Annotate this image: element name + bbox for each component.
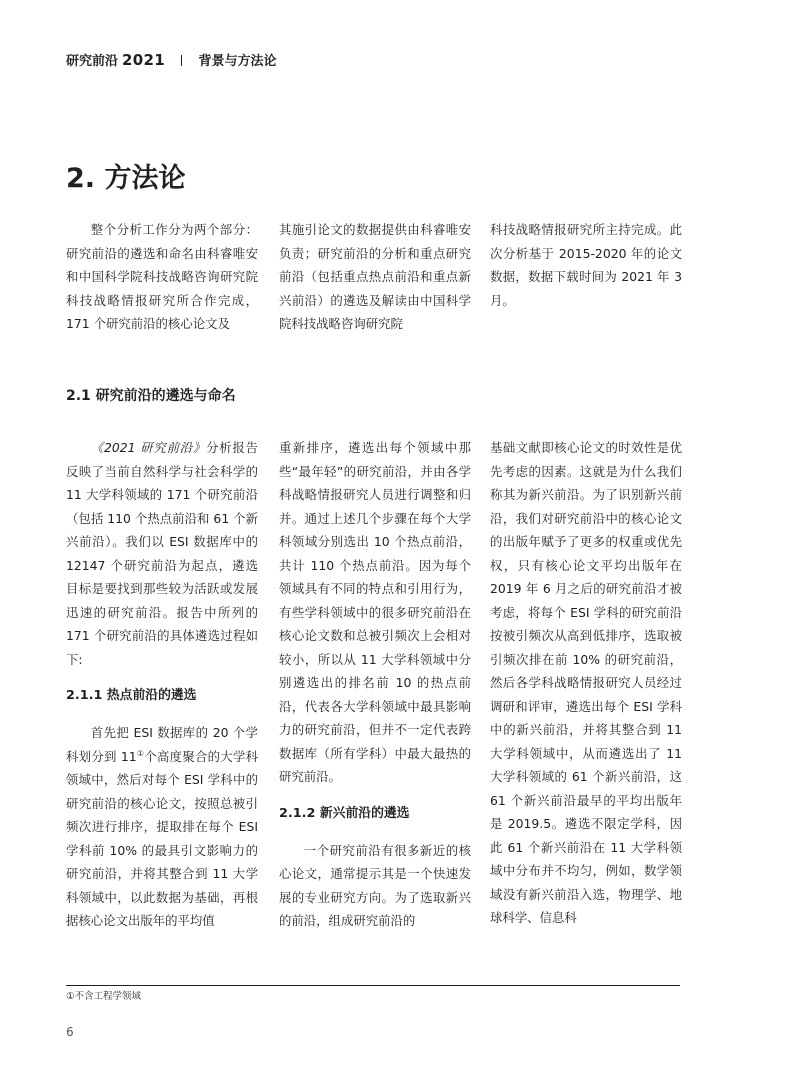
header-section: 背景与方法论 <box>198 54 277 69</box>
body-column-1 <box>66 436 258 933</box>
heading-hot-fronts: 2.1.1 热点前沿的遴选 <box>66 688 197 703</box>
intro-column-3 <box>490 218 682 312</box>
intro-column-1 <box>66 218 258 336</box>
section-title: 2. 方法论 <box>66 163 186 194</box>
header-year: 2021 <box>122 51 165 69</box>
body-paragraph-3: 重新排序，遴选出每个领域中那些“最年轻”的研究前沿，并由各学科战略情报研究人员进行调整和归并。通过上述几个步骤在每个大学科领域分别选出 10 个热点前沿，共计 110 个热点前沿。因为每个领域具有不同的特点和引用行为，有些学科领域中的很多研究前沿在核心论文数和总被引频次上会相对较小，所以从 11 大学科领域中分别遴选出的排名前 10 的热点前沿，代表各大学科领域中最具影响力的研究前沿，但并不一定代表跨数据库（所有学科）中最大最热的研究前沿。 <box>279 440 471 784</box>
subsection-title: 2.1 研究前沿的遴选与命名 <box>66 388 236 404</box>
running-header <box>66 50 276 68</box>
heading-emerging-fronts: 2.1.2 新兴前沿的遴选 <box>279 805 410 821</box>
body-column-3 <box>490 436 682 930</box>
intro-column-2 <box>279 218 471 336</box>
body-column-2 <box>279 436 471 933</box>
body-paragraph-2: 首先把 ESI 数据库的 20 个学科划分到 11①个高度聚合的大学科领域中，然后对每个 ESI 学科中的研究前沿的核心论文，按照总被引频次进行排序，提取排在每个 ESI 学科前 10% 的最具引文影响力的研究前沿，并将其整合到 11 大学科领域中，以此数据为基础，再根据核心论文出版年的平均值 <box>66 725 259 928</box>
footnote-divider <box>66 985 680 986</box>
footnote: ①不含工程学领域 <box>66 991 142 1002</box>
intro-paragraph-2: 其施引论文的数据提供由科睿唯安负责；研究前沿的分析和重点研究前沿（包括重点热点前沿和重点新兴前沿）的遴选及解读由中国科学院科技战略咨询研究院 <box>279 222 471 331</box>
header-brand: 研究前沿 <box>66 54 119 69</box>
page-number: 6 <box>66 1025 74 1039</box>
header-divider <box>181 55 183 66</box>
report-title: 《2021 研究前沿》 <box>90 440 207 455</box>
footnote-marker: ① <box>136 748 145 758</box>
intro-paragraph-1: 整个分析工作分为两个部分：研究前沿的遴选和命名由科睿唯安和中国科学院科技战略咨询研究院科技战略情报研究所合作完成，171 个研究前沿的核心论文及 <box>66 222 258 331</box>
body-paragraph-4: 一个研究前沿有很多新近的核心论文，通常提示其是一个快速发展的专业研究方向。为了选取新兴的前沿，组成研究前沿的 <box>279 842 471 928</box>
body-paragraph-1: 《2021 研究前沿》分析报告反映了当前自然科学与社会科学的 11 大学科领域的 171 个研究前沿（包括 110 个热点前沿和 61 个新兴前沿）。我们以 ESI 数据库中的 12147 个研究前沿为起点，遴选目标是要找到那些较为活跃或发展迅速的研究前沿。报告中所列的 171 个研究前沿的具体遴选过程如下: <box>66 440 258 667</box>
intro-paragraph-3: 科技战略情报研究所主持完成。此次分析基于 2015-2020 年的论文数据，数据下载时间为 2021 年 3 月。 <box>490 222 682 308</box>
body-paragraph-5: 基础文献即核心论文的时效性是优先考虑的因素。这就是为什么我们称其为新兴前沿。为了识别新兴前沿，我们对研究前沿中的核心论文的出版年赋予了更多的权重或优先权，只有核心论文平均出版年在 2019 年 6 月之后的研究前沿才被考虑，将每个 ESI 学科的研究前沿按被引频次从高到低排序，选取被引频次排在前 10% 的研究前沿，然后各学科战略情报研究人员经过调研和评审，遴选出每个 ESI 学科中的新兴前沿，并将其整合到 11 大学科领域中，从而遴选出了 11 大学科领域的 61 个新兴前沿，这 61 个新兴前沿最早的平均出版年是 2019.5。遴选不限定学科，因此 61 个新兴前沿在 11 大学科领域中分布并不均匀，例如，数学领域没有新兴前沿入选，物理学、地球科学、信息科 <box>490 440 682 925</box>
